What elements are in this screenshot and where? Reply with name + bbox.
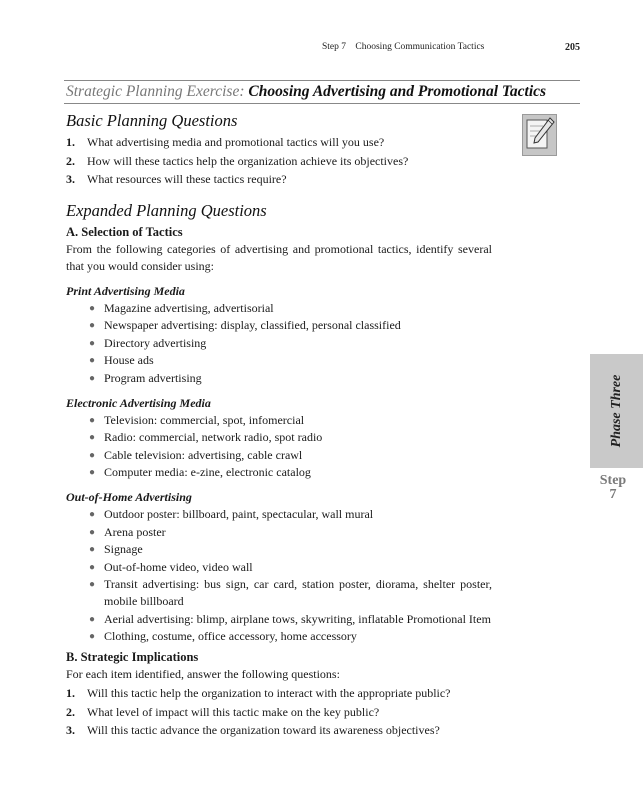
strategic-question — [66, 722, 492, 739]
exercise-title-main: Choosing Advertising and Promotional Tactics — [248, 83, 547, 100]
list-item-text: Clothing, costume, office accessory, home accessory — [104, 629, 357, 643]
list-item-text: Out-of-home video, video wall — [104, 559, 253, 574]
bullet-icon: ● — [89, 372, 96, 384]
list-item — [89, 524, 492, 541]
bullet-icon: ● — [89, 449, 96, 461]
section-a-intro: From the following categories of advertising and promotional tactics, identify several that you would consider using: — [66, 241, 492, 273]
list-item — [89, 628, 492, 645]
list-item — [89, 611, 492, 628]
list-item-text: Magazine advertising, advertisorial — [104, 300, 274, 315]
pencil-paper-icon — [522, 114, 557, 156]
strategic-question — [66, 704, 492, 721]
step-number: 7 — [609, 487, 617, 502]
exercise-title-lead: Strategic Planning Exercise: — [66, 83, 245, 100]
question-number: 2. — [66, 153, 75, 168]
list-item-text: Program advertising — [104, 370, 202, 385]
list-item — [89, 506, 492, 523]
running-head-title: Choosing Communication Tactics — [355, 42, 485, 52]
list-item-text: House ads — [104, 353, 154, 367]
list-item-text: Computer media: e-zine, electronic catalog — [104, 465, 311, 479]
list-item-text: Aerial advertising: blimp, airplane tows, skywriting, inflatable Promotional Item — [104, 611, 491, 626]
list-item-text: Arena poster — [104, 524, 166, 539]
title-rule-bottom — [64, 103, 580, 104]
bullet-icon: ● — [89, 355, 96, 366]
list-item — [89, 412, 492, 429]
basic-planning-heading: Basic Planning Questions — [66, 111, 238, 130]
basic-planning-section — [66, 110, 492, 188]
question-number: 1. — [66, 686, 75, 700]
question-number: 2. — [66, 704, 75, 719]
question-text: What level of impact will this tactic make on the key public? — [87, 704, 380, 719]
bullet-icon: ● — [89, 579, 96, 590]
bullet-icon: ● — [89, 414, 96, 426]
section-a-title: A. Selection of Tactics — [66, 224, 183, 239]
page-content — [66, 110, 492, 741]
list-item — [89, 335, 492, 352]
electronic-media-list — [66, 412, 492, 482]
list-item — [89, 370, 492, 387]
expanded-planning-section — [66, 200, 492, 740]
bullet-icon: ● — [89, 509, 96, 520]
title-rule-top — [64, 80, 580, 81]
basic-questions-list — [66, 134, 492, 188]
basic-question — [66, 134, 492, 151]
bullet-icon: ● — [89, 613, 96, 625]
list-item — [89, 429, 492, 446]
running-head-step: Step 7 — [322, 42, 347, 52]
expanded-planning-heading: Expanded Planning Questions — [66, 200, 267, 220]
question-number: 3. — [66, 172, 75, 186]
question-text: What resources will these tactics require? — [87, 172, 287, 186]
category-title-out-of-home: Out-of-Home Advertising — [66, 490, 192, 504]
basic-question — [66, 153, 492, 170]
phase-label: Phase Three — [608, 374, 624, 448]
page-number: 205 — [565, 42, 580, 53]
bullet-icon: ● — [89, 467, 96, 478]
list-item-text: Newspaper advertising: display, classified, personal classified — [104, 318, 401, 332]
strategic-questions-list — [66, 685, 492, 739]
category-title-electronic: Electronic Advertising Media — [66, 395, 211, 410]
phase-side-tab — [590, 354, 643, 468]
section-b-title: B. Strategic Implications — [66, 650, 199, 664]
list-item — [89, 576, 492, 610]
list-item — [89, 300, 492, 317]
list-item — [89, 352, 492, 369]
bullet-icon: ● — [89, 337, 96, 349]
bullet-icon: ● — [89, 544, 96, 555]
step-word: Step — [599, 473, 627, 488]
question-text: Will this tactic help the organization to interact with the appropriate public? — [87, 686, 451, 700]
bullet-icon: ● — [89, 320, 96, 331]
category-title-print: Print Advertising Media — [66, 283, 185, 298]
strategic-question — [66, 685, 492, 702]
basic-question — [66, 171, 492, 188]
list-item — [89, 541, 492, 558]
out-of-home-list — [66, 506, 492, 645]
bullet-icon: ● — [89, 526, 96, 538]
print-media-list — [66, 300, 492, 387]
running-head — [322, 42, 580, 52]
bullet-icon: ● — [89, 432, 96, 443]
list-item — [89, 559, 492, 576]
bullet-icon: ● — [89, 631, 96, 642]
list-item — [89, 447, 492, 464]
question-number: 3. — [66, 723, 75, 737]
list-item-text: Cable television: advertising, cable crawl — [104, 447, 303, 462]
question-text: How will these tactics help the organization achieve its objectives? — [87, 153, 409, 168]
list-item — [89, 317, 492, 334]
list-item-text: Directory advertising — [104, 335, 207, 350]
list-item-text: Television: commercial, spot, infomercial — [104, 412, 305, 427]
list-item-text: Radio: commercial, network radio, spot radio — [104, 430, 323, 444]
section-b-intro: For each item identified, answer the following questions: — [66, 667, 340, 681]
bullet-icon: ● — [89, 561, 96, 573]
question-text: Will this tactic advance the organization toward its awareness objectives? — [87, 723, 440, 737]
step-indicator — [590, 474, 636, 502]
list-item — [89, 464, 492, 481]
question-number: 1. — [66, 135, 75, 149]
bullet-icon: ● — [89, 302, 96, 314]
list-item-text: Transit advertising: bus sign, car card, station poster, diorama, shelter poster, mobile billboard — [104, 577, 492, 608]
list-item-text: Signage — [104, 542, 143, 556]
list-item-text: Outdoor poster: billboard, paint, spectacular, wall mural — [104, 507, 374, 521]
question-text: What advertising media and promotional tactics will you use? — [87, 135, 385, 149]
exercise-title — [66, 83, 582, 101]
